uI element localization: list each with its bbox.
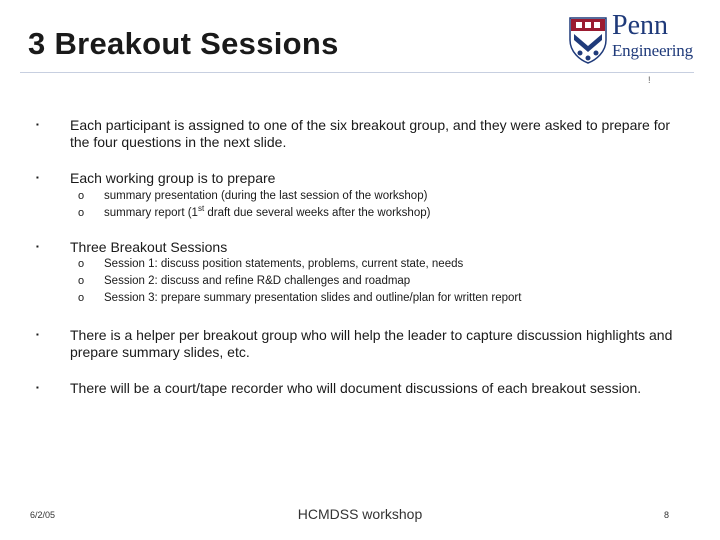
bullet-breakout-sessions: Three Breakout Sessions [70, 239, 228, 255]
sub-item-text: Session 1: discuss position statements, problems, current state, needs [104, 258, 464, 270]
list-item [70, 292, 670, 309]
sub-item-text: Session 2: discuss and refine R&D challenges and roadmap [104, 275, 411, 287]
list-item [70, 190, 670, 207]
footer-date: 6/2/05 [30, 510, 56, 520]
bullet-helper: There is a helper per breakout group who will help the leader to capture discussion highlights and prepare summary slides, etc. [70, 327, 673, 360]
bullet-working-group: Each working group is to prepare [70, 170, 276, 186]
logo-engineering-text: Engineering [612, 41, 693, 60]
list-item [70, 258, 670, 275]
sub-item-text-pre: summary report (1 [104, 207, 198, 219]
superscript: st [197, 204, 205, 214]
sub-item-text: Session 3: prepare summary presentation slides and outline/plan for written report [104, 292, 522, 304]
penn-engineering-logo [568, 10, 708, 70]
sub-item-text-post: draft due several weeks after the workshop) [204, 207, 431, 219]
sublist-sessions [70, 258, 670, 309]
sublist-working-group [70, 190, 670, 224]
footer-title: HCMDSS workshop [297, 506, 423, 522]
slide-title: 3 Breakout Sessions [28, 26, 339, 61]
page-number: 8 [664, 510, 670, 520]
bullet-marker: ▪ [36, 330, 39, 339]
bullet-marker: ▪ [36, 383, 39, 392]
title-divider [20, 72, 694, 73]
sub-bullet-marker: o [78, 292, 85, 304]
penn-shield-icon [568, 16, 608, 64]
bullet-marker: ▪ [36, 242, 39, 251]
corner-mark: ! [648, 75, 651, 85]
bullet-marker: ▪ [36, 120, 39, 129]
sub-bullet-marker: o [78, 258, 85, 270]
sub-bullet-marker: o [78, 207, 85, 219]
sub-item-text: summary presentation (during the last session of the workshop) [104, 190, 428, 202]
sub-item-text [104, 204, 431, 219]
logo-penn-text: Penn [612, 10, 668, 41]
list-item [70, 204, 670, 224]
list-item [70, 275, 670, 292]
bullet-recorder: There will be a court/tape recorder who will document discussions of each breakout session. [70, 380, 642, 396]
bullet-marker: ▪ [36, 173, 39, 182]
sub-bullet-marker: o [78, 190, 85, 202]
sub-bullet-marker: o [78, 275, 85, 287]
bullet-participants: Each participant is assigned to one of the six breakout group, and they were asked to prepare for the four questions in the next slide. [70, 117, 671, 150]
